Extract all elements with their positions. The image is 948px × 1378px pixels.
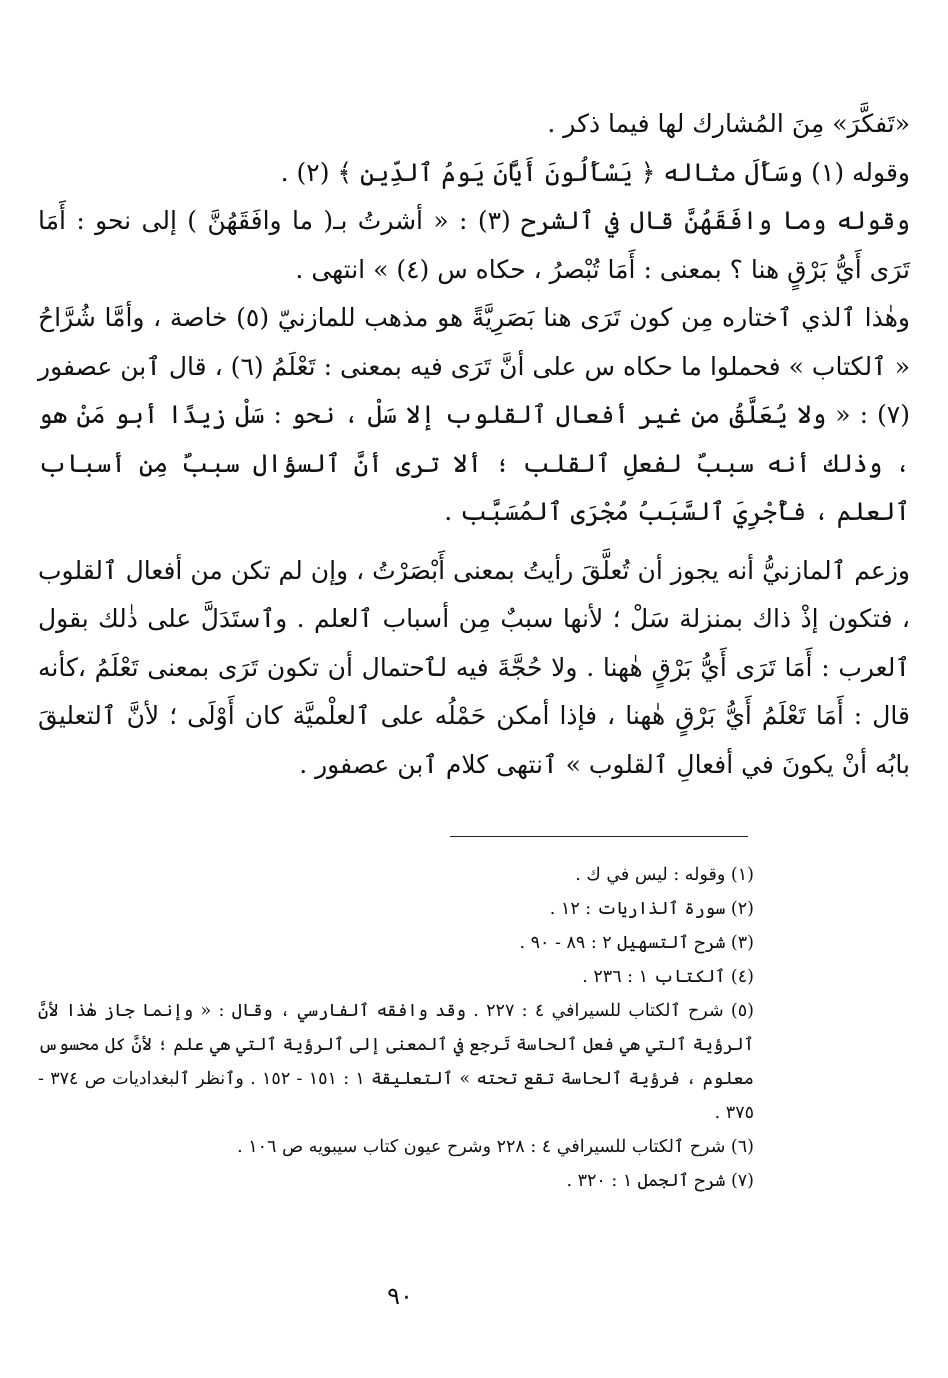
paragraph: وهٰذا ٱلذي ٱختاره مِن كون تَرَى هنا بَصَرِيَّةً هو مذهب للمازنيّ (٥) خاصة ، وأمَّا شُرَّاحُ « ٱلكتاب » فحملوا ما حكاه س على أنَّ تَرَى فيه بمعنى : تَعْلَمُ (٦) ، قال ٱبن عصفور (٧) : « ولا يُعَلَّقُ من غير أفعال ٱلقلوب إلا سَلْ ، نحو : سَلْ زيدًا أبو مَنْ هو ، وذٰلك أنه سببٌ لفعلِ ٱلقلب ؛ ألا ترى أنَّ ٱلسؤال سببٌ مِن أسباب ٱلعلم ، فأُجْرِيَ ٱلسَّبَبُ مُجْرَى ٱلمُسَبَّب . — [38, 303, 911, 526]
footnotes — [38, 858, 754, 1198]
page-number: ٩٠ — [387, 1282, 413, 1310]
main-text — [38, 100, 910, 789]
footnote: (٥) شرح ٱلكتاب للسيرافي ٤ : ٢٢٧ . وقد وافقه ٱلفارسي ، وقال : « وإنما جاز هٰذا لأنَّ ٱلرؤية ٱلتي هي فعل ٱلحاسة تَرجع في ٱلمعنى إلى ٱلرؤية ٱلتي هي علم ؛ لأنَّ كل محسوس معلوم ، فرؤية ٱلحاسة تقع تحته » ٱلتعليقة ١ : ١٥١ - ١٥٢ . وٱنظر ٱلبغداديات ص ٣٧٤ - ٣٧٥ . — [38, 1001, 754, 1123]
footnote: (٤) ٱلكتاب ١ : ٢٣٦ . — [582, 967, 754, 987]
footnote: (٢) سورة ٱلذاريات : ١٢ . — [549, 899, 754, 919]
paragraph: وزعم ٱلمازنيُّ أنه يجوز أن تُعلَّقَ رأيتُ بمعنى أَبْصَرْتُ ، وإن لم تكن من أفعال ٱلقلوب ، فتكون إذْ ذاك بمنزلة سَلْ ؛ لأنها سببٌ مِن أسباب ٱلعلم . وٱستَدَلَّ على ذٰلك بقول ٱلعرب : أَمَا تَرَى أَيُّ بَرْقٍ هٰهنا . ولا حُجَّةَ فيه لٱحتمال أن تكون تَرَى بمعنى تَعْلَمُ ،كأنه قال : أَمَا تَعْلَمُ أَيُّ بَرْقٍ هٰهنا ، فإذا أمكن حَمْلُه على ٱلعلْميَّة كان أَوْلَى ؛ لأنَّ ٱلتعليقَ بابُه أنْ يكونَ في أفعالِ ٱلقلوب » ٱنتهى كلام ٱبن عصفور . — [38, 555, 910, 779]
footnote: (٦) شرح ٱلكتاب للسيرافي ٤ : ٢٢٨ وشرح عيون كتاب سيبويه ص ١٠٦ . — [237, 1137, 754, 1157]
paragraph: وقوله وما وافَقَهُنَّ قال في ٱلشرح (٣) : « أشرتُ بـ( ما وافَقَهُنَّ ) إلى نحو : أَمَا تَرَى أَيُّ بَرْقٍ هنا ؟ بمعنى : أَمَا تُبْصرُ ، حكاه س (٤) » انتهى . — [38, 206, 910, 284]
footnote: (٣) شرح ٱلتسهيل ٢ : ٨٩ - ٩٠ . — [519, 933, 754, 953]
paragraph: «تَفكَّرَ» مِنَ المُشارك لها فيما ذكر . — [547, 109, 910, 138]
footnote: (١) وقوله : ليس في ك . — [575, 865, 754, 885]
paragraph: وقوله (١) وسَأَلَ مثاله ﴿ يَسْأَلُونَ أَيَّانَ يَومُ ٱلدِّين ﴾ (٢) . — [280, 157, 910, 187]
footnote-divider — [450, 836, 748, 837]
footnote: (٧) شرح ٱلجمل ١ : ٣٢٠ . — [566, 1171, 754, 1191]
